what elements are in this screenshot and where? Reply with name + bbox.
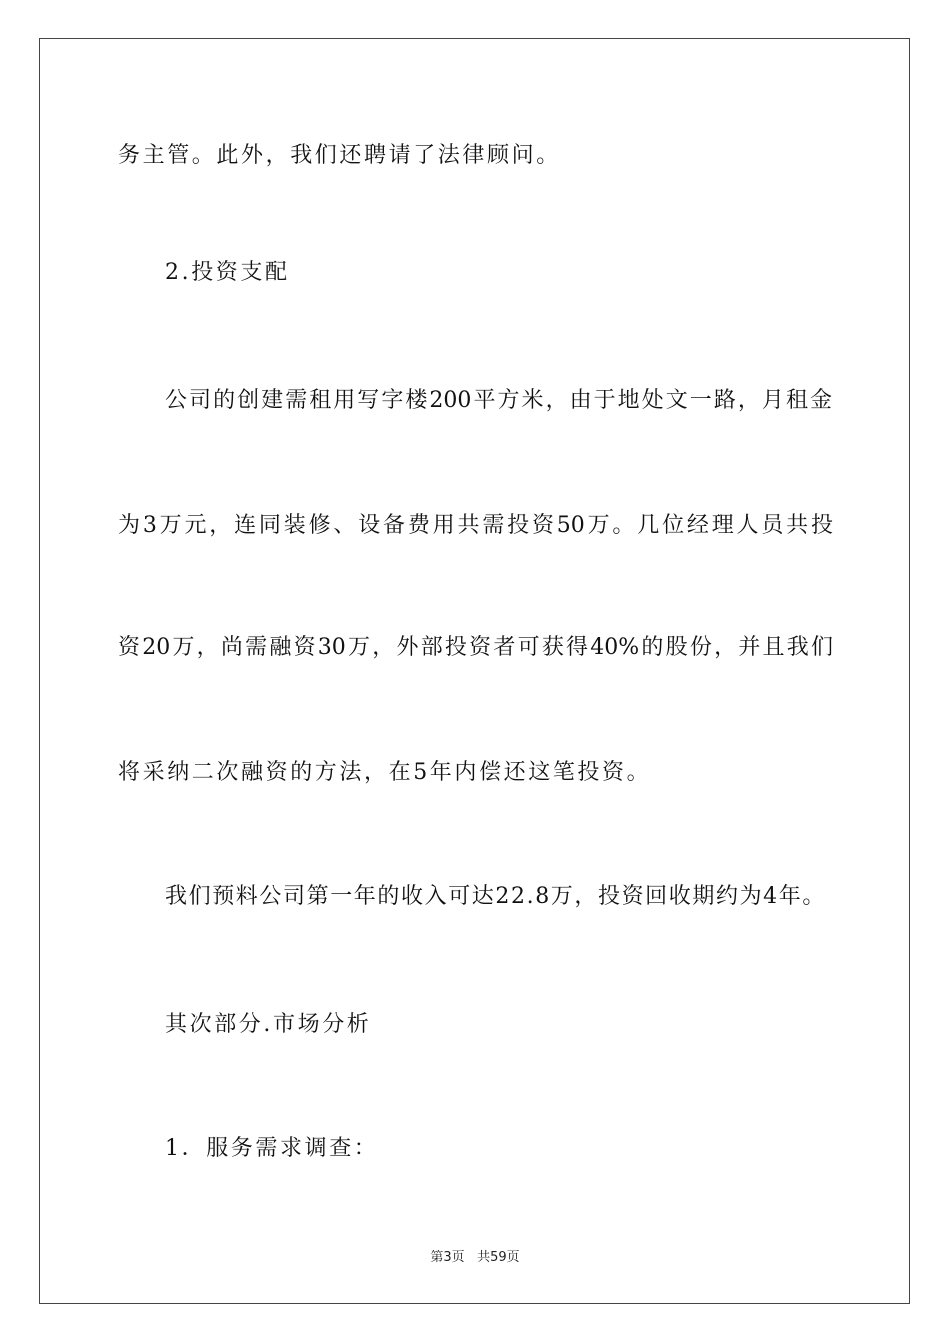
subsection-heading: 1．服务需求调查： — [165, 1136, 379, 1161]
section-heading: 2.投资支配 — [165, 260, 290, 285]
body-text-line: 将采纳二次融资的方法，在5年内偿还这笔投资。 — [118, 760, 652, 785]
page-border — [39, 38, 910, 1304]
body-text-line: 务主管。此外，我们还聘请了法律顾问。 — [118, 143, 561, 168]
page-footer — [0, 1246, 950, 1265]
page-number: 第3页 — [430, 1250, 465, 1265]
body-text-line: 为3万元，连同装修、设备费用共需投资50万。几位经理人员共投 — [118, 513, 833, 538]
body-text-line: 我们预料公司第一年的收入可达22.8万，投资回收期约为4年。 — [165, 884, 826, 909]
body-text-line: 资20万，尚需融资30万，外部投资者可获得40%的股份，并且我们 — [118, 635, 833, 660]
page-total: 共59页 — [477, 1250, 520, 1265]
body-text-line: 公司的创建需租用写字楼200平方米，由于地处文一路，月租金 — [165, 388, 832, 413]
part-heading: 其次部分.市场分析 — [165, 1012, 372, 1037]
